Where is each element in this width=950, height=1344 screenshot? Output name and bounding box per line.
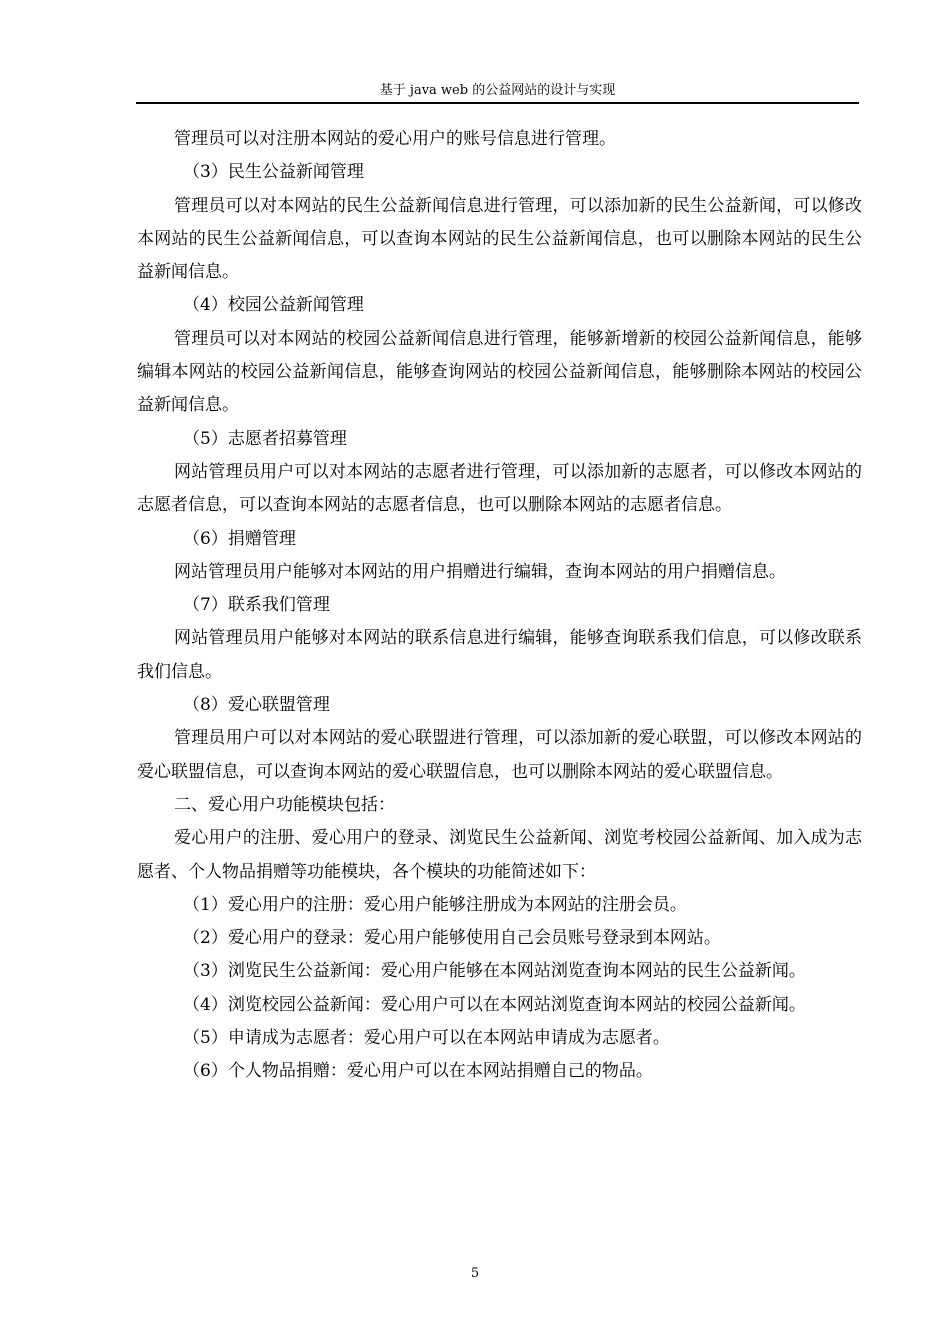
section-heading: （5）志愿者招募管理 [183, 428, 347, 449]
paragraph: 管理员可以对本网站的民生公益新闻信息进行管理，可以添加新的民生公益新闻，可以修改本网站的民生公益新闻信息，可以查询本网站的民生公益新闻信息，也可以删除本网站的民生公益新闻信息。 [137, 195, 862, 283]
paragraph: 网站管理员用户能够对本网站的用户捐赠进行编辑，查询本网站的用户捐赠信息。 [174, 561, 786, 582]
paragraph: 网站管理员用户能够对本网站的联系信息进行编辑，能够查询联系我们信息，可以修改联系我们信息。 [137, 628, 862, 682]
paragraph: 管理员用户可以对本网站的爱心联盟进行管理，可以添加新的爱心联盟，可以修改本网站的爱心联盟信息，可以查询本网站的爱心联盟信息，也可以删除本网站的爱心联盟信息。 [137, 728, 862, 782]
list-item: （6）个人物品捐赠：爱心用户可以在本网站捐赠自己的物品。 [183, 1061, 653, 1082]
running-header: 基于 java web 的公益网站的设计与实现 [136, 80, 859, 104]
page-number: 5 [470, 1266, 480, 1281]
paragraph: 网站管理员用户可以对本网站的志愿者进行管理，可以添加新的志愿者，可以修改本网站的志愿者信息，可以查询本网站的志愿者信息，也可以删除本网站的志愿者信息。 [137, 461, 862, 516]
subsection-heading: 二、爱心用户功能模块包括： [174, 794, 395, 815]
list-item: （3）浏览民生公益新闻：爱心用户能够在本网站浏览查询本网站的民生公益新闻。 [183, 961, 806, 982]
paragraph: 爱心用户的注册、爱心用户的登录、浏览民生公益新闻、浏览考校园公益新闻、加入成为志愿者、个人物品捐赠等功能模块，各个模块的功能简述如下： [137, 828, 862, 882]
section-heading: （8）爱心联盟管理 [183, 695, 330, 716]
list-item: （2）爱心用户的登录：爱心用户能够使用自己会员账号登录到本网站。 [183, 928, 721, 949]
paragraph: 管理员可以对本网站的校园公益新闻信息进行管理，能够新增新的校园公益新闻信息，能够编辑本网站的校园公益新闻信息，能够查询网站的校园公益新闻信息，能够删除本网站的校园公益新闻信息。 [137, 328, 862, 416]
section-heading: （6）捐赠管理 [183, 528, 296, 549]
list-item: （5）申请成为志愿者：爱心用户可以在本网站申请成为志愿者。 [183, 1028, 670, 1049]
list-item: （1）爱心用户的注册：爱心用户能够注册成为本网站的注册会员。 [183, 894, 687, 915]
section-heading: （4）校园公益新闻管理 [183, 295, 364, 316]
section-heading: （3）民生公益新闻管理 [183, 162, 364, 183]
paragraph: 管理员可以对注册本网站的爱心用户的账号信息进行管理。 [174, 129, 616, 149]
document-body [137, 123, 862, 1089]
section-heading: （7）联系我们管理 [183, 595, 330, 616]
list-item: （4）浏览校园公益新闻：爱心用户可以在本网站浏览查询本网站的校园公益新闻。 [183, 994, 806, 1015]
